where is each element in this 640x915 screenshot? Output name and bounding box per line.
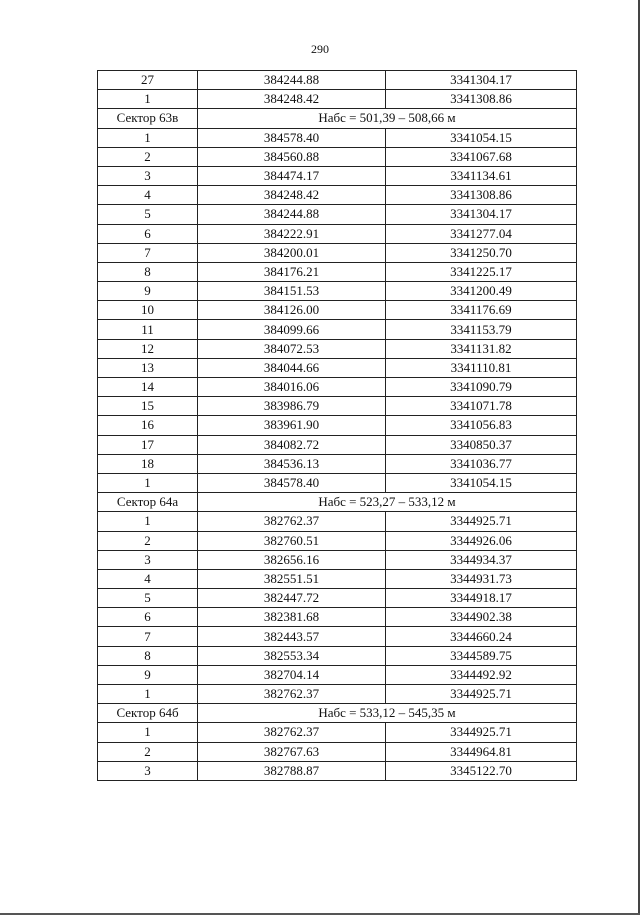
point-row <box>98 685 577 704</box>
x-coordinate-cell: 384536.13 <box>198 454 386 473</box>
x-coordinate-cell: 382762.37 <box>198 512 386 531</box>
y-coordinate-cell: 3341308.86 <box>386 90 577 109</box>
point-number-cell: 13 <box>98 358 198 377</box>
point-number-cell: 3 <box>98 761 198 780</box>
y-coordinate-cell: 3344925.71 <box>386 685 577 704</box>
point-row <box>98 569 577 588</box>
point-number-cell: 12 <box>98 339 198 358</box>
y-coordinate-cell: 3341067.68 <box>386 147 577 166</box>
y-coordinate-cell: 3341277.04 <box>386 224 577 243</box>
point-number-cell: 9 <box>98 282 198 301</box>
x-coordinate-cell: 382381.68 <box>198 608 386 627</box>
x-coordinate-cell: 384222.91 <box>198 224 386 243</box>
sector-header-row <box>98 493 577 512</box>
x-coordinate-cell: 382762.37 <box>198 685 386 704</box>
y-coordinate-cell: 3341054.15 <box>386 128 577 147</box>
point-row <box>98 723 577 742</box>
x-coordinate-cell: 382762.37 <box>198 723 386 742</box>
sector-header-row <box>98 704 577 723</box>
y-coordinate-cell: 3341071.78 <box>386 397 577 416</box>
y-coordinate-cell: 3344589.75 <box>386 646 577 665</box>
y-coordinate-cell: 3341054.15 <box>386 473 577 492</box>
x-coordinate-cell: 384044.66 <box>198 358 386 377</box>
point-number-cell: 10 <box>98 301 198 320</box>
x-coordinate-cell: 382760.51 <box>198 531 386 550</box>
y-coordinate-cell: 3344918.17 <box>386 589 577 608</box>
point-number-cell: 1 <box>98 685 198 704</box>
y-coordinate-cell: 3341090.79 <box>386 378 577 397</box>
point-number-cell: 6 <box>98 224 198 243</box>
point-row <box>98 761 577 780</box>
point-number-cell: 18 <box>98 454 198 473</box>
y-coordinate-cell: 3341225.17 <box>386 262 577 281</box>
x-coordinate-cell: 384099.66 <box>198 320 386 339</box>
y-coordinate-cell: 3345122.70 <box>386 761 577 780</box>
y-coordinate-cell: 3341176.69 <box>386 301 577 320</box>
point-row <box>98 128 577 147</box>
point-row <box>98 243 577 262</box>
sector-height-range-cell: Набс = 533,12 – 545,35 м <box>198 704 577 723</box>
point-row <box>98 301 577 320</box>
y-coordinate-cell: 3344926.06 <box>386 531 577 550</box>
y-coordinate-cell: 3344925.71 <box>386 723 577 742</box>
y-coordinate-cell: 3341250.70 <box>386 243 577 262</box>
point-number-cell: 2 <box>98 531 198 550</box>
x-coordinate-cell: 384474.17 <box>198 166 386 185</box>
x-coordinate-cell: 382553.34 <box>198 646 386 665</box>
y-coordinate-cell: 3344964.81 <box>386 742 577 761</box>
point-row <box>98 627 577 646</box>
x-coordinate-cell: 384016.06 <box>198 378 386 397</box>
point-row <box>98 512 577 531</box>
x-coordinate-cell: 382447.72 <box>198 589 386 608</box>
y-coordinate-cell: 3344492.92 <box>386 665 577 684</box>
point-row <box>98 166 577 185</box>
point-row <box>98 665 577 684</box>
y-coordinate-cell: 3344660.24 <box>386 627 577 646</box>
y-coordinate-cell: 3341308.86 <box>386 186 577 205</box>
point-row <box>98 358 577 377</box>
y-coordinate-cell: 3341304.17 <box>386 205 577 224</box>
point-row <box>98 262 577 281</box>
x-coordinate-cell: 382788.87 <box>198 761 386 780</box>
point-number-cell: 1 <box>98 723 198 742</box>
y-coordinate-cell: 3341131.82 <box>386 339 577 358</box>
x-coordinate-cell: 384244.88 <box>198 205 386 224</box>
x-coordinate-cell: 384176.21 <box>198 262 386 281</box>
point-number-cell: 27 <box>98 71 198 90</box>
x-coordinate-cell: 384578.40 <box>198 473 386 492</box>
point-row <box>98 205 577 224</box>
point-row <box>98 339 577 358</box>
x-coordinate-cell: 384126.00 <box>198 301 386 320</box>
point-number-cell: 1 <box>98 128 198 147</box>
sector-name-cell: Сектор 64б <box>98 704 198 723</box>
point-row <box>98 147 577 166</box>
x-coordinate-cell: 382767.63 <box>198 742 386 761</box>
x-coordinate-cell: 382551.51 <box>198 569 386 588</box>
point-row <box>98 378 577 397</box>
sector-height-range-cell: Набс = 501,39 – 508,66 м <box>198 109 577 128</box>
point-row <box>98 454 577 473</box>
point-row <box>98 71 577 90</box>
point-row <box>98 320 577 339</box>
point-number-cell: 9 <box>98 665 198 684</box>
point-number-cell: 11 <box>98 320 198 339</box>
point-number-cell: 2 <box>98 742 198 761</box>
point-row <box>98 646 577 665</box>
x-coordinate-cell: 384200.01 <box>198 243 386 262</box>
point-row <box>98 435 577 454</box>
x-coordinate-cell: 384151.53 <box>198 282 386 301</box>
y-coordinate-cell: 3344902.38 <box>386 608 577 627</box>
sector-name-cell: Сектор 64а <box>98 493 198 512</box>
point-number-cell: 7 <box>98 627 198 646</box>
y-coordinate-cell: 3341056.83 <box>386 416 577 435</box>
y-coordinate-cell: 3344931.73 <box>386 569 577 588</box>
point-number-cell: 8 <box>98 646 198 665</box>
point-number-cell: 5 <box>98 589 198 608</box>
y-coordinate-cell: 3341153.79 <box>386 320 577 339</box>
point-number-cell: 16 <box>98 416 198 435</box>
point-number-cell: 1 <box>98 512 198 531</box>
x-coordinate-cell: 384082.72 <box>198 435 386 454</box>
point-number-cell: 3 <box>98 550 198 569</box>
sector-height-range-cell: Набс = 523,27 – 533,12 м <box>198 493 577 512</box>
x-coordinate-cell: 384578.40 <box>198 128 386 147</box>
point-row <box>98 397 577 416</box>
y-coordinate-cell: 3344934.37 <box>386 550 577 569</box>
y-coordinate-cell: 3341110.81 <box>386 358 577 377</box>
point-number-cell: 5 <box>98 205 198 224</box>
x-coordinate-cell: 384244.88 <box>198 71 386 90</box>
x-coordinate-cell: 384248.42 <box>198 186 386 205</box>
y-coordinate-cell: 3341036.77 <box>386 454 577 473</box>
y-coordinate-cell: 3341134.61 <box>386 166 577 185</box>
point-number-cell: 8 <box>98 262 198 281</box>
y-coordinate-cell: 3341304.17 <box>386 71 577 90</box>
page-number: 290 <box>311 42 329 56</box>
point-number-cell: 3 <box>98 166 198 185</box>
y-coordinate-cell: 3341200.49 <box>386 282 577 301</box>
point-row <box>98 473 577 492</box>
point-row <box>98 742 577 761</box>
y-coordinate-cell: 3340850.37 <box>386 435 577 454</box>
x-coordinate-cell: 382656.16 <box>198 550 386 569</box>
point-row <box>98 550 577 569</box>
sector-name-cell: Сектор 63в <box>98 109 198 128</box>
point-row <box>98 531 577 550</box>
x-coordinate-cell: 384248.42 <box>198 90 386 109</box>
coordinates-table-body <box>98 71 577 781</box>
point-row <box>98 282 577 301</box>
x-coordinate-cell: 384072.53 <box>198 339 386 358</box>
point-row <box>98 224 577 243</box>
point-number-cell: 4 <box>98 569 198 588</box>
point-number-cell: 7 <box>98 243 198 262</box>
x-coordinate-cell: 384560.88 <box>198 147 386 166</box>
point-number-cell: 1 <box>98 473 198 492</box>
point-number-cell: 2 <box>98 147 198 166</box>
point-row <box>98 416 577 435</box>
point-number-cell: 6 <box>98 608 198 627</box>
point-row <box>98 186 577 205</box>
point-number-cell: 1 <box>98 90 198 109</box>
x-coordinate-cell: 382443.57 <box>198 627 386 646</box>
point-number-cell: 15 <box>98 397 198 416</box>
point-number-cell: 4 <box>98 186 198 205</box>
point-number-cell: 17 <box>98 435 198 454</box>
sector-header-row <box>98 109 577 128</box>
x-coordinate-cell: 382704.14 <box>198 665 386 684</box>
point-number-cell: 14 <box>98 378 198 397</box>
point-row <box>98 608 577 627</box>
coordinates-table <box>97 70 577 781</box>
x-coordinate-cell: 383961.90 <box>198 416 386 435</box>
point-row <box>98 90 577 109</box>
x-coordinate-cell: 383986.79 <box>198 397 386 416</box>
y-coordinate-cell: 3344925.71 <box>386 512 577 531</box>
point-row <box>98 589 577 608</box>
